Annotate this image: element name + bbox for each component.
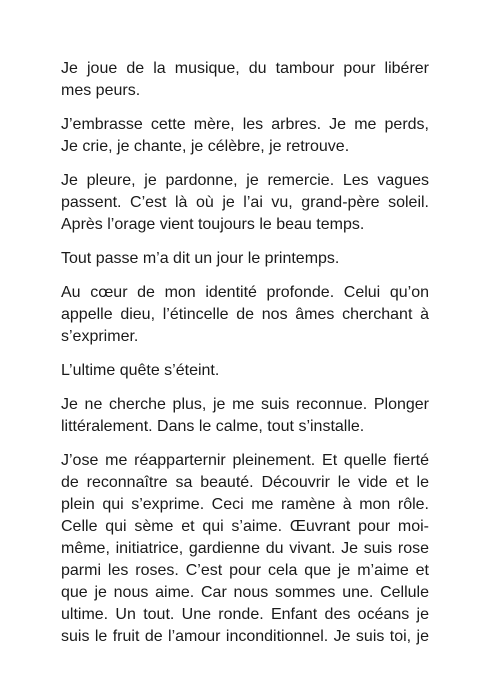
text-line: Au cœur de mon identité profonde. Celui qu’on [61, 284, 429, 301]
text-line: appelle dieu, l’étincelle de nos âmes cherchant à [61, 306, 429, 323]
text-line: mes peurs. [61, 82, 141, 99]
text-line: J’ose me réapparternir pleinement. Et quelle fierté [61, 452, 429, 469]
text-line: Je ne cherche plus, je me suis reconnue. Plonger [61, 396, 429, 413]
text-line: de reconnaître sa beauté. Découvrir le vide et le [61, 474, 429, 491]
text-line: Tout passe m’a dit un jour le printemps. [61, 250, 340, 267]
text-line: parmi les roses. C’est pour cela que je m’aime et [61, 562, 429, 579]
paragraph [61, 282, 429, 348]
text-line: Je joue de la musique, du tambour pour libérer [61, 60, 429, 77]
text-line: passent. C’est là où je l’ai vu, grand-père soleil. [61, 194, 429, 211]
paragraph [61, 450, 429, 648]
paragraph [61, 170, 429, 236]
paragraph [61, 248, 429, 270]
paragraph [61, 360, 429, 382]
text-line: Celle qui sème et qui s’aime. Œuvrant pour moi- [61, 518, 429, 535]
body-text [61, 58, 429, 660]
text-line: s’exprimer. [61, 328, 139, 345]
text-line: même, initiatrice, gardienne du vivant. Je suis rose [61, 540, 429, 557]
text-line: Je crie, je chante, je célèbre, je retrouve. [61, 138, 350, 155]
paragraph [61, 58, 429, 102]
text-line: que je nous aime. Car nous sommes une. Cellule [61, 584, 429, 601]
text-line: littéralement. Dans le calme, tout s’installe. [61, 418, 365, 435]
text-line: ultime. Un tout. Une ronde. Enfant des océans je [61, 606, 429, 623]
text-line: suis le fruit de l’amour inconditionnel. Je suis toi, je [61, 628, 429, 645]
text-line: Je pleure, je pardonne, je remercie. Les vagues [61, 172, 429, 189]
text-line: L’ultime quête s’éteint. [61, 362, 220, 379]
paragraph [61, 114, 429, 158]
paragraph [61, 394, 429, 438]
text-line: J’embrasse cette mère, les arbres. Je me perds, [61, 116, 429, 133]
text-line: plein qui s’exprime. Ceci me ramène à mon rôle. [61, 496, 429, 513]
text-line: Après l’orage vient toujours le beau temps. [61, 216, 365, 233]
